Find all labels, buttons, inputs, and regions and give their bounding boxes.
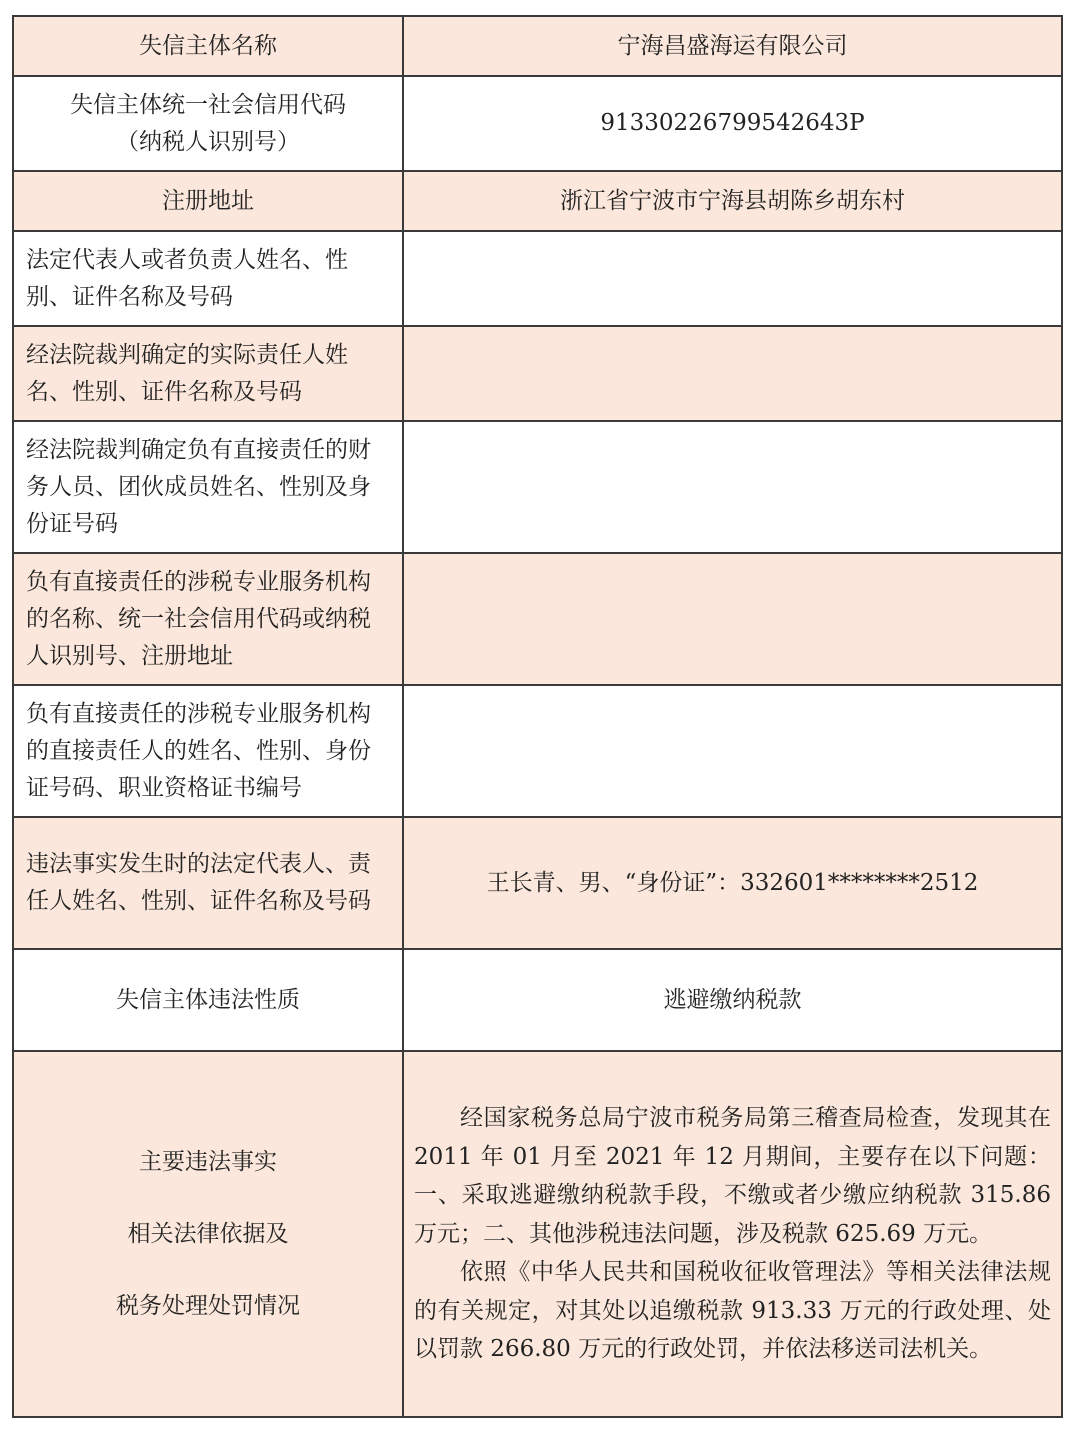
label-line: 失信主体统一社会信用代码 <box>70 91 346 118</box>
row-violation-representative <box>13 817 1062 949</box>
row-agency-responsible <box>13 685 1062 817</box>
row-entity-name <box>13 16 1062 76</box>
label-violation-nature: 失信主体违法性质 <box>13 949 403 1051</box>
label-legal-representative: 法定代表人或者负责人姓名、性别、证件名称及号码 <box>13 231 403 326</box>
value-agency-responsible <box>403 685 1062 817</box>
row-actual-responsible <box>13 326 1062 421</box>
label-agency-responsible: 负有直接责任的涉税专业服务机构的直接责任人的姓名、性别、身份证号码、职业资格证书编号 <box>13 685 403 817</box>
label-credit-code <box>13 76 403 171</box>
value-violation-representative: 王长青、男、“身份证”：332601********2512 <box>403 817 1062 949</box>
row-credit-code <box>13 76 1062 171</box>
facts-paragraph: 经国家税务总局宁波市税务局第三稽查局检查，发现其在 2011 年 01 月至 2021 年 12 月期间，主要存在以下问题：一、采取逃避缴纳税款手段，不缴或者少缴应纳税款 315.86 万元；二、其他涉税违法问题，涉及税款 625.69 万元。 <box>414 1105 1051 1247</box>
value-service-agency <box>403 553 1062 685</box>
label-line: （纳税人识别号） <box>116 128 300 155</box>
value-violation-nature: 逃避缴纳税款 <box>403 949 1062 1051</box>
value-entity-name: 宁海昌盛海运有限公司 <box>403 16 1062 76</box>
row-service-agency <box>13 553 1062 685</box>
row-registered-address <box>13 171 1062 231</box>
label-main-facts <box>13 1051 403 1417</box>
value-registered-address: 浙江省宁波市宁海县胡陈乡胡东村 <box>403 171 1062 231</box>
value-legal-representative <box>403 231 1062 326</box>
label-line: 注册地址 <box>162 187 254 214</box>
label-financial-staff: 经法院裁判确定负有直接责任的财务人员、团伙成员姓名、性别及身份证号码 <box>13 421 403 553</box>
label-line: 失信主体名称 <box>139 32 277 59</box>
label-registered-address <box>13 171 403 231</box>
facts-label-line: 主要违法事实 <box>139 1149 277 1175</box>
label-actual-responsible: 经法院裁判确定的实际责任人姓名、性别、证件名称及号码 <box>13 326 403 421</box>
taxpayer-credit-table <box>12 15 1063 1418</box>
row-legal-representative <box>13 231 1062 326</box>
facts-label-line: 税务处理处罚情况 <box>116 1293 300 1319</box>
value-actual-responsible <box>403 326 1062 421</box>
facts-paragraph: 依照《中华人民共和国税收征收管理法》等相关法律法规的有关规定，对其处以追缴税款 913.33 万元的行政处理、处以罚款 266.80 万元的行政处罚，并依法移送司法机关。 <box>414 1259 1051 1363</box>
value-main-facts <box>403 1051 1062 1417</box>
label-entity-name <box>13 16 403 76</box>
row-financial-staff <box>13 421 1062 553</box>
row-violation-nature <box>13 949 1062 1051</box>
label-service-agency: 负有直接责任的涉税专业服务机构的名称、统一社会信用代码或纳税人识别号、注册地址 <box>13 553 403 685</box>
value-credit-code: 91330226799542643P <box>403 76 1062 171</box>
facts-label-line: 相关法律依据及 <box>127 1221 289 1247</box>
label-violation-representative: 违法事实发生时的法定代表人、责任人姓名、性别、证件名称及号码 <box>13 817 403 949</box>
row-main-facts <box>13 1051 1062 1417</box>
value-financial-staff <box>403 421 1062 553</box>
